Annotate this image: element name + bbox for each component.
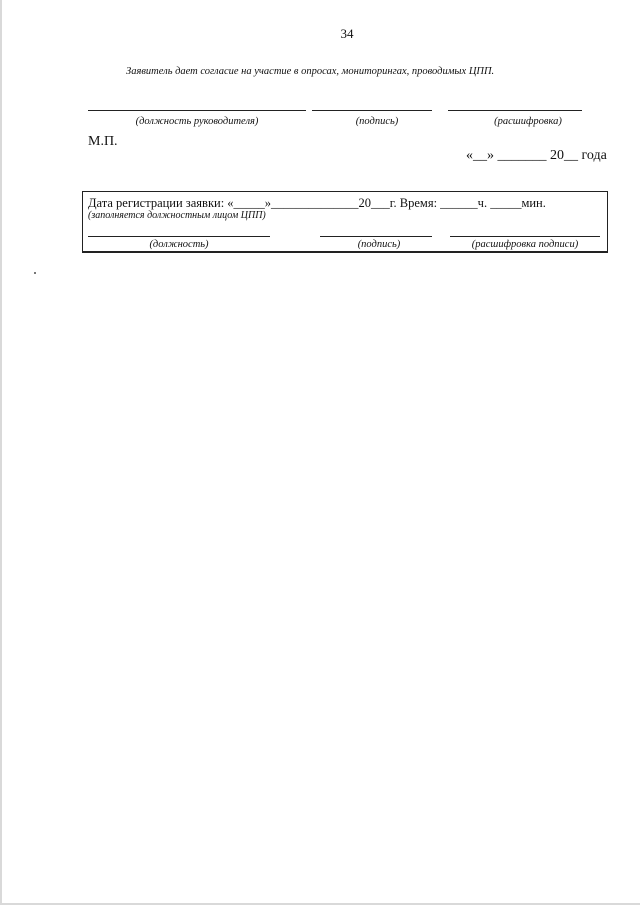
registration-signature-line [320, 236, 432, 237]
decoding-line [448, 110, 582, 111]
position-caption: (должность руководителя) [135, 116, 259, 127]
registration-note: (заполняется должностным лицом ЦПП) [88, 210, 266, 221]
registration-decoding-line [450, 236, 600, 237]
signature-line [312, 110, 432, 111]
registration-position-caption: (должность) [149, 239, 209, 250]
scan-speck [34, 272, 36, 274]
signature-caption: (подпись) [355, 116, 399, 127]
stamp-label: М.П. [88, 134, 118, 149]
registration-date-time: Дата регистрации заявки: «_____»______________20___г. Время: ______ч. _____мин. [88, 196, 546, 210]
registration-signature-caption: (подпись) [357, 239, 401, 250]
registration-position-line [88, 236, 270, 237]
page-number: 34 [340, 26, 354, 41]
decoding-caption: (расшифровка) [494, 116, 562, 127]
consent-statement: Заявитель дает согласие на участие в опросах, мониторингах, проводимых ЦПП. [126, 66, 495, 77]
registration-decoding-caption: (расшифровка подписи) [471, 239, 579, 250]
page-edge-left [0, 0, 2, 905]
date-field: «__» _______ 20__ года [466, 148, 607, 163]
position-line [88, 110, 306, 111]
